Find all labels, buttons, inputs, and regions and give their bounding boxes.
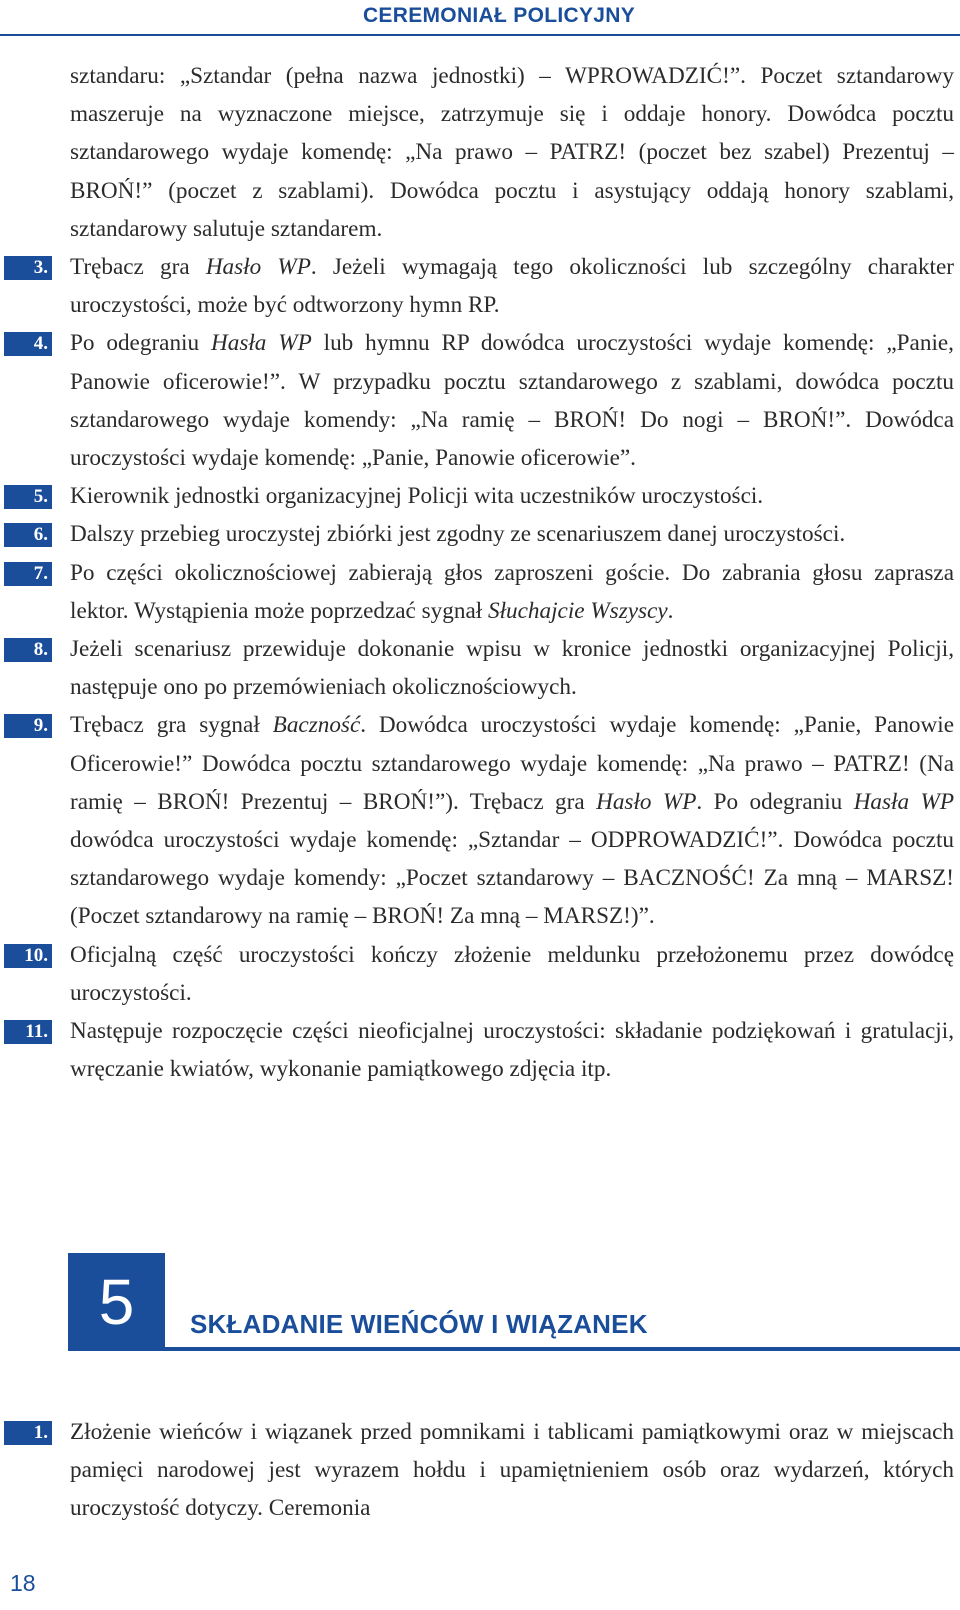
italic-text: Baczność [272,712,361,739]
item-text: Oficjalną część uroczystości kończy złożenie meldunku przełożonemu przez dowódcę uroczystości. [70,941,954,1006]
item-text: Dalszy przebieg uroczystej zbiórki jest zgodny ze scenariuszem danej uroczystości. [70,521,846,548]
running-header [0,0,960,36]
item-number: 7. [4,562,52,586]
italic-text: Hasło WP [205,254,311,281]
italic-text: Hasła WP [210,330,312,357]
item-text: Trębacz gra [70,254,206,281]
list-item [33,477,954,515]
list-item [33,324,954,477]
list-item [33,706,954,935]
item-text: lub hymnu RP dowódca uroczystości wydaje komendę: „Panie, Panowie oficerowie!”. W przypadku pocztu sztandarowego z szablami, dowódca pocztu sztandarowego wydaje komendy: „Na ramię – BROŃ! Do nogi – BROŃ!”. Dowódca uroczystości wydaje komendę: „Panie, Panowie oficerowie”. [70,330,954,472]
item-number: 11. [4,1020,52,1044]
italic-text: Hasła WP [853,788,954,815]
list-item [33,1413,954,1528]
list-item [33,554,954,630]
italic-text: Słuchajcie Wszyscy [487,597,668,624]
item-text: Trębacz gra sygnał [70,712,273,739]
item-text: Kierownik jednostki organizacyjnej Policji wita uczestników uroczystości. [70,483,764,510]
item-number: 10. [4,944,52,968]
item-number: 6. [4,523,52,547]
item-text: . Po odegraniu [696,788,854,815]
item-number: 1. [4,1421,52,1445]
item-number: 4. [4,332,52,356]
section-number: 5 [68,1253,165,1351]
item-text: . Dowódca uroczystości wydaje komendę: „Panie, Panowie Oficerowie!” Dowódca pocztu sztandarowego wydaje komendę: „Na prawo – PATRZ! (Na ramię – BROŃ! Prezentuj – BROŃ!”). Trębacz gra [70,712,954,815]
item-text: Po odegraniu [70,330,211,357]
continuation-paragraph: sztandaru: „Sztandar (pełna nazwa jednostki) – WPROWADZIĆ!”. Poczet sztandarowy maszeruje na wyznaczone miejsce, zatrzymuje się i oddaje honory. Dowódca pocztu sztandarowego wydaje komendę: „Na prawo – PATRZ! (poczet bez szabel) Prezentuj – BROŃ!” (poczet z szablami). Dowódca pocztu i asystujący oddają honory szablami, sztandarowy salutuje sztandarem. [70,63,954,242]
item-number: 5. [4,485,52,509]
section-rule [68,1347,960,1351]
item-text: dowódca uroczystości wydaje komendę: „Sztandar – ODPROWADZIĆ!”. Dowódca pocztu sztandarowego wydaje komendy: „Poczet sztandarowy – BACZNOŚĆ! Za mną – MARSZ! (Poczet sztandarowy na ramię – BROŃ! Za mną – MARSZ!)”. [70,827,954,930]
page-number: 18 [10,1570,36,1596]
main-text [24,57,954,1088]
item-text: Jeżeli scenariusz przewiduje dokonanie wpisu w kronice jednostki organizacyjnej Policji, następuje ono po przemówieniach okolicznościowych. [70,636,954,701]
item-text: . [667,597,674,624]
item-number: 8. [4,638,52,662]
list-item [33,630,954,706]
list-item [33,248,954,324]
item-text: . Jeżeli wymagają tego okoliczności lub szczególny charakter uroczystości, może być odtworzony hymn RP. [70,254,954,319]
numbered-list [24,248,954,1088]
item-text: Następuje rozpoczęcie części nieoficjalnej uroczystości: składanie podziękowań i gratulacji, wręczanie kwiatów, wykonanie pamiątkowego zdjęcia itp. [70,1018,954,1083]
italic-text: Hasło WP [596,788,697,815]
item-text: Złożenie wieńców i wiązanek przed pomnikami i tablicami pamiątkowymi oraz w miejscach pamięci narodowej jest wyrazem hołdu i upamiętnieniem osób oraz wydarzeń, których uroczystość dotyczy. Ceremonia [70,1419,954,1522]
header-title: CEREMONIAŁ POLICYJNY [362,4,635,27]
section-title: SKŁADANIE WIEŃCÓW I WIĄZANEK [190,1309,648,1339]
section-heading [68,1253,960,1353]
list-item [24,936,954,1012]
list-item [25,1012,954,1088]
section-numbered-list [33,1413,954,1528]
item-text: Po części okolicznościowej zabierają głos zaproszeni goście. Do zabrania głosu zaprasza lektor. Wystąpienia może poprzedzać sygnał [70,559,954,624]
item-number: 3. [4,256,52,280]
list-item [33,515,954,553]
item-number: 9. [4,714,52,738]
